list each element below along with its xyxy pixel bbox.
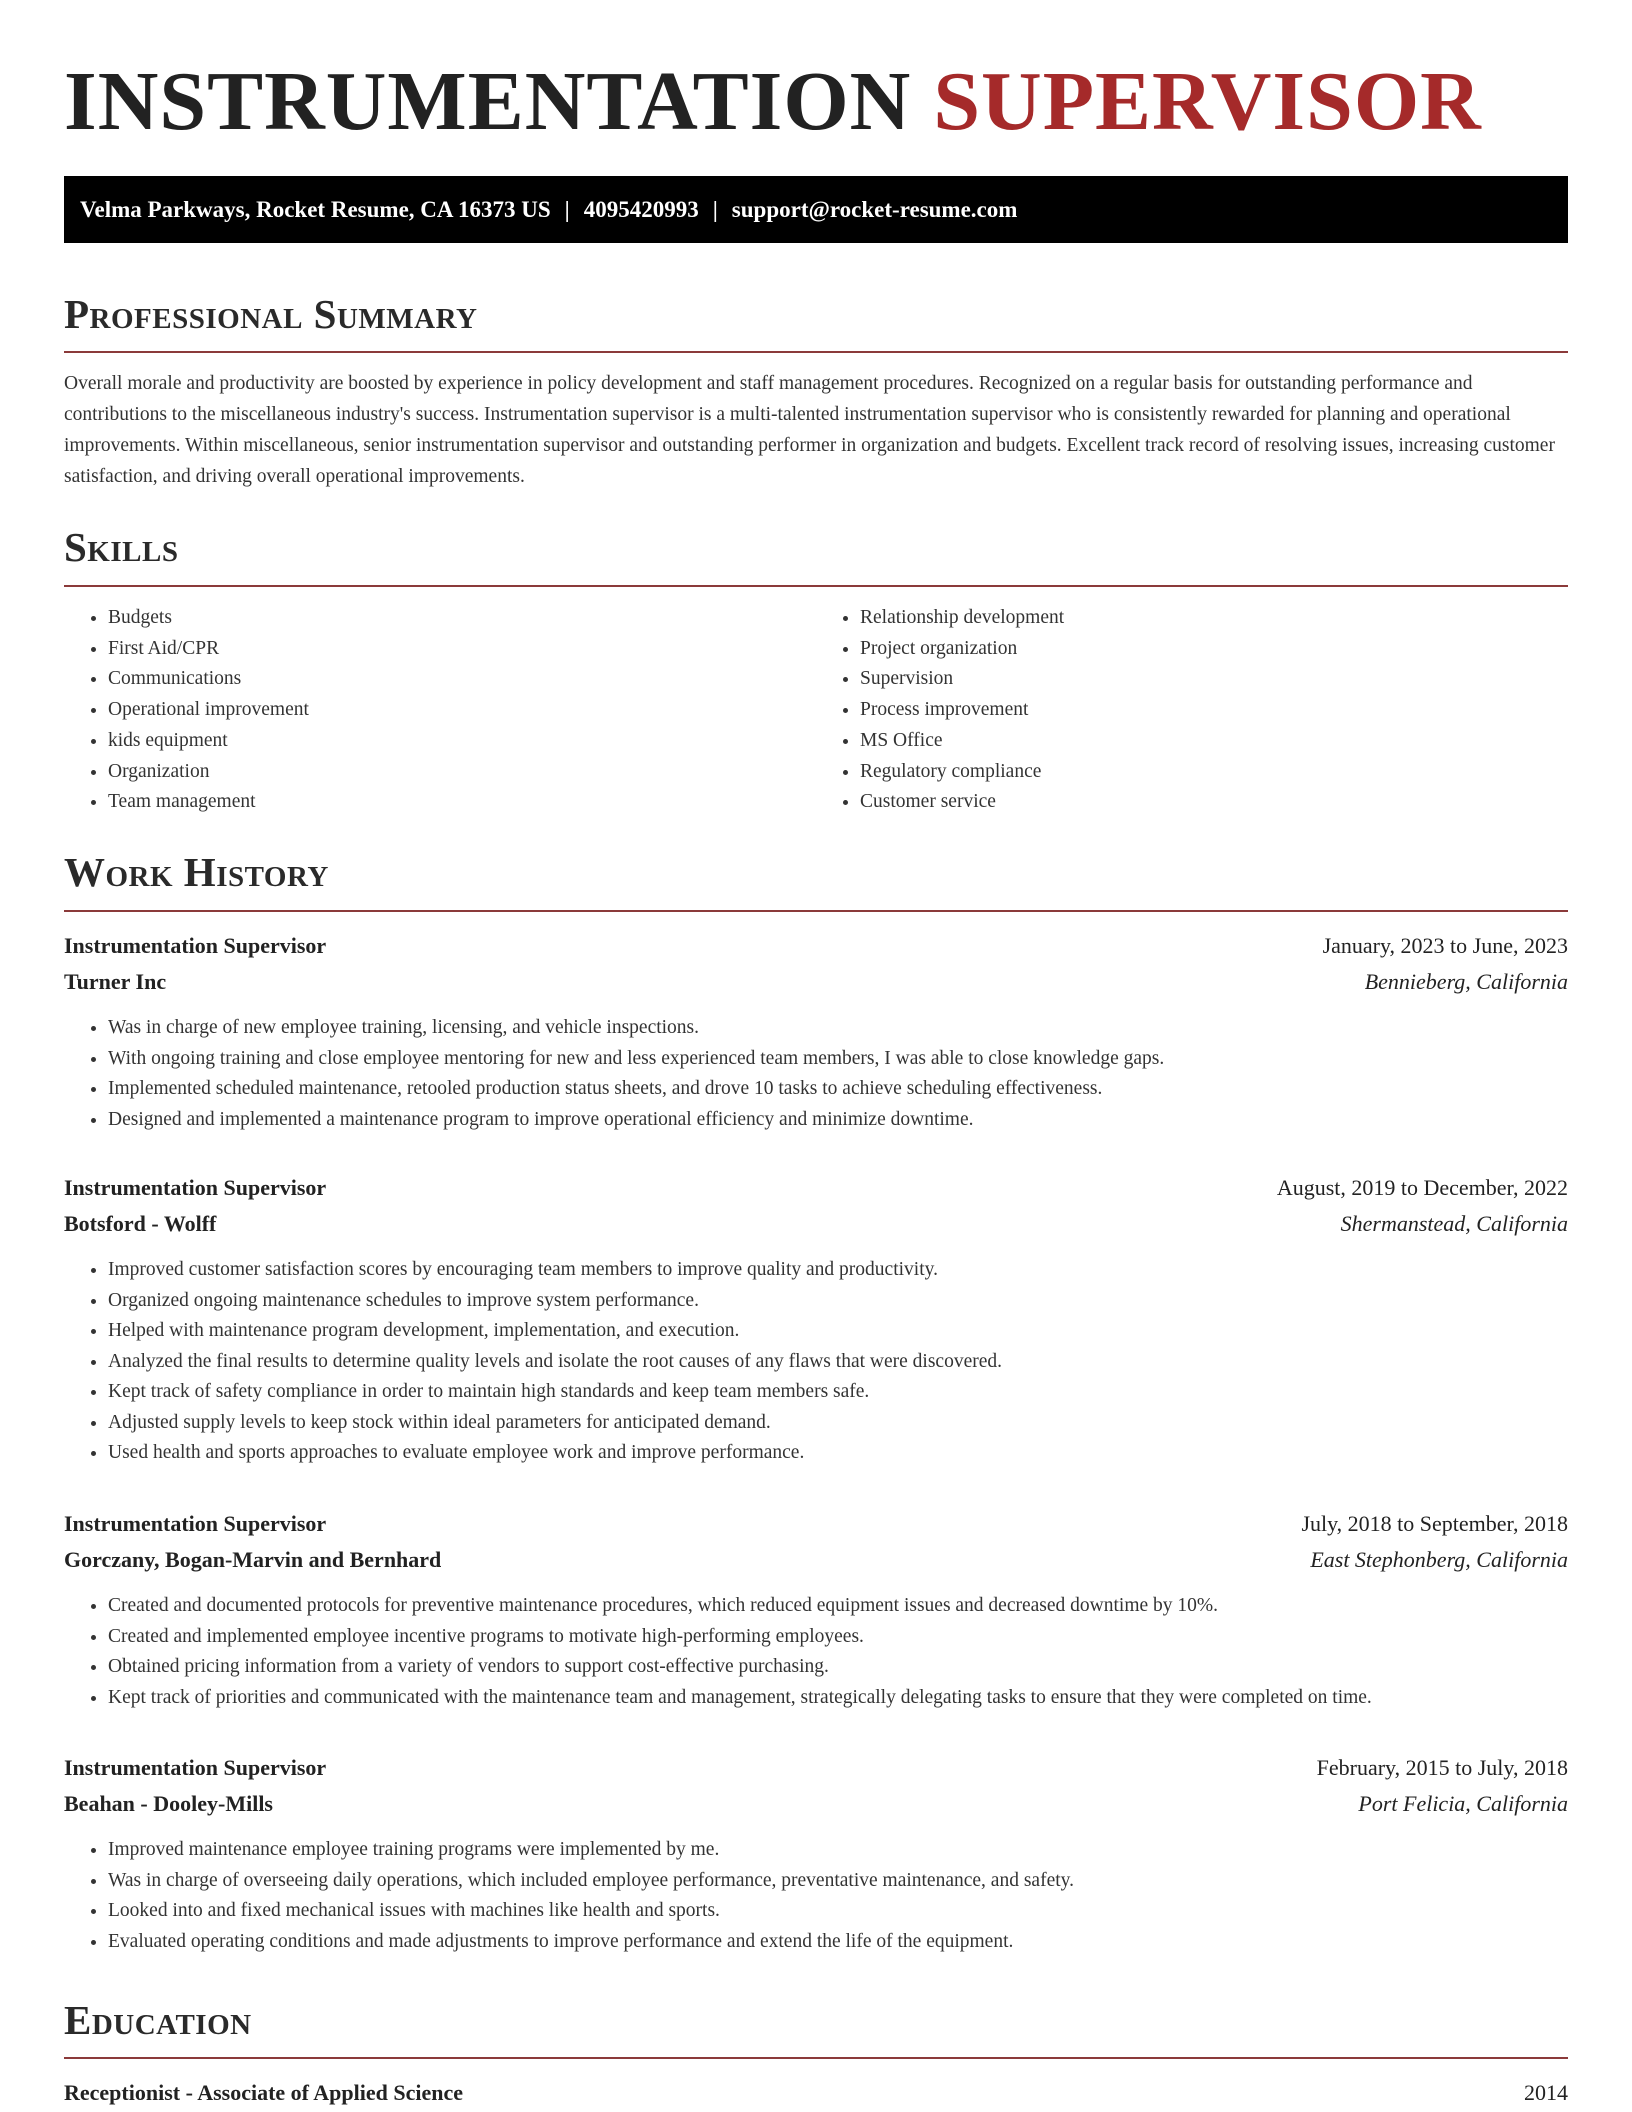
education-heading: Education bbox=[64, 1997, 252, 2043]
contact-separator: | bbox=[564, 197, 570, 222]
job-subheader-row bbox=[64, 1206, 1568, 1242]
resume-name bbox=[64, 52, 1482, 152]
job-bullet: • Kept track of safety compliance in order to maintain high standards and keep team members safe. bbox=[108, 1377, 1568, 1408]
summary-text: Overall morale and productivity are boosted by experience in policy development and staff management procedures. Recognized on a regular basis for outstanding performance and contributions to the miscellaneous industry's success. Instrumentation supervisor is a multi-talented instrumentation supervisor who is consistently rewarded for planning and operational improvements. Within miscellaneous, senior instrumentation supervisor and outstanding performer in organization and budgets. Excellent track record of resolving issues, increasing customer satisfaction, and driving overall operational improvements. bbox=[64, 373, 1555, 487]
skill-item: • Supervision bbox=[860, 664, 1568, 695]
job-entry bbox=[64, 1750, 1568, 1957]
skill-item: • kids equipment bbox=[108, 726, 816, 757]
job-bullets bbox=[64, 1591, 1568, 1713]
contact-bar bbox=[64, 176, 1568, 243]
job-entry bbox=[64, 928, 1568, 1135]
job-company: Beahan - Dooley-Mills bbox=[64, 1791, 273, 1816]
section-divider bbox=[64, 585, 1568, 587]
education-entry bbox=[64, 2075, 1568, 2111]
job-bullets bbox=[64, 1835, 1568, 1957]
skill-item: • Regulatory compliance bbox=[860, 757, 1568, 788]
skills-heading: Skills bbox=[64, 524, 179, 570]
job-bullet: • Was in charge of overseeing daily operations, which included employee performance, preventative maintenance, and safety. bbox=[108, 1866, 1568, 1897]
skills-list bbox=[64, 603, 1568, 818]
job-bullet: • Evaluated operating conditions and made adjustments to improve performance and extend the life of the equipment. bbox=[108, 1927, 1568, 1958]
job-bullet: • Was in charge of new employee training, licensing, and vehicle inspections. bbox=[108, 1013, 1568, 1044]
job-bullet: • Organized ongoing maintenance schedules to improve system performance. bbox=[108, 1286, 1568, 1317]
skill-item: • MS Office bbox=[860, 726, 1568, 757]
job-location: Shermanstead, California bbox=[1340, 1211, 1568, 1236]
job-dates: July, 2018 to September, 2018 bbox=[1301, 1511, 1568, 1536]
job-header-row bbox=[64, 928, 1568, 964]
job-bullet: • Obtained pricing information from a variety of vendors to support cost-effective purchasing. bbox=[108, 1652, 1568, 1683]
job-bullet: • Created and documented protocols for preventive maintenance procedures, which reduced equipment issues and decreased downtime by 10%. bbox=[108, 1591, 1568, 1622]
job-company: Botsford - Wolff bbox=[64, 1211, 217, 1236]
skill-item: • Team management bbox=[108, 787, 816, 818]
job-header-row bbox=[64, 1170, 1568, 1206]
skills-column-right bbox=[816, 603, 1568, 818]
job-bullet: • Improved maintenance employee training programs were implemented by me. bbox=[108, 1835, 1568, 1866]
job-bullet: • Implemented scheduled maintenance, retooled production status sheets, and drove 10 tasks to achieve scheduling effectiveness. bbox=[108, 1074, 1568, 1105]
section-divider bbox=[64, 910, 1568, 912]
skill-item: • Operational improvement bbox=[108, 695, 816, 726]
job-location: Port Felicia, California bbox=[1358, 1791, 1568, 1816]
job-bullet: • Looked into and fixed mechanical issues with machines like health and sports. bbox=[108, 1896, 1568, 1927]
skill-item: • Budgets bbox=[108, 603, 816, 634]
job-bullet: • With ongoing training and close employee mentoring for new and less experienced team members, I was able to close knowledge gaps. bbox=[108, 1044, 1568, 1075]
job-location: East Stephonberg, California bbox=[1310, 1547, 1568, 1572]
work-history-heading: Work History bbox=[64, 849, 329, 895]
job-entry bbox=[64, 1170, 1568, 1469]
skill-item: • Communications bbox=[108, 664, 816, 695]
contact-email: support@rocket-resume.com bbox=[731, 197, 1018, 222]
skill-item: • First Aid/CPR bbox=[108, 634, 816, 665]
skill-item: • Process improvement bbox=[860, 695, 1568, 726]
job-bullet: • Created and implemented employee incentive programs to motivate high-performing employees. bbox=[108, 1622, 1568, 1653]
job-bullet: • Kept track of priorities and communicated with the maintenance team and management, strategically delegating tasks to ensure that they were completed on time. bbox=[108, 1683, 1568, 1714]
job-subheader-row bbox=[64, 1542, 1568, 1578]
job-bullets bbox=[64, 1255, 1568, 1469]
job-bullet: • Used health and sports approaches to evaluate employee work and improve performance. bbox=[108, 1438, 1568, 1469]
education-row bbox=[64, 2075, 1568, 2111]
job-dates: January, 2023 to June, 2023 bbox=[1322, 933, 1568, 958]
job-company: Gorczany, Bogan-Marvin and Bernhard bbox=[64, 1547, 442, 1572]
job-bullets bbox=[64, 1013, 1568, 1135]
contact-phone: 4095420993 bbox=[583, 197, 699, 222]
summary-heading: Professional Summary bbox=[64, 291, 478, 337]
job-bullet: • Adjusted supply levels to keep stock within ideal parameters for anticipated demand. bbox=[108, 1408, 1568, 1439]
job-title: Instrumentation Supervisor bbox=[64, 1511, 327, 1536]
job-subheader-row bbox=[64, 1786, 1568, 1822]
job-company: Turner Inc bbox=[64, 969, 167, 994]
job-bullet: • Helped with maintenance program development, implementation, and execution. bbox=[108, 1316, 1568, 1347]
education-degree: Receptionist - Associate of Applied Science bbox=[64, 2080, 464, 2105]
name-first: INSTRUMENTATION bbox=[64, 55, 912, 148]
job-entry bbox=[64, 1506, 1568, 1713]
job-title: Instrumentation Supervisor bbox=[64, 1755, 327, 1780]
job-header-row bbox=[64, 1750, 1568, 1786]
skill-item: • Organization bbox=[108, 757, 816, 788]
job-title: Instrumentation Supervisor bbox=[64, 1175, 327, 1200]
section-divider bbox=[64, 351, 1568, 353]
job-location: Bennieberg, California bbox=[1364, 969, 1568, 994]
job-subheader-row bbox=[64, 964, 1568, 1000]
contact-separator: | bbox=[712, 197, 718, 222]
skill-item: • Customer service bbox=[860, 787, 1568, 818]
skills-column-left bbox=[64, 603, 816, 818]
job-dates: February, 2015 to July, 2018 bbox=[1316, 1755, 1568, 1780]
contact-address: Velma Parkways, Rocket Resume, CA 16373 US bbox=[80, 197, 551, 222]
job-bullet: • Improved customer satisfaction scores by encouraging team members to improve quality and productivity. bbox=[108, 1255, 1568, 1286]
job-dates: August, 2019 to December, 2022 bbox=[1276, 1175, 1568, 1200]
name-last: SUPERVISOR bbox=[933, 55, 1482, 148]
skill-item: • Project organization bbox=[860, 634, 1568, 665]
job-bullet: • Designed and implemented a maintenance program to improve operational efficiency and minimize downtime. bbox=[108, 1105, 1568, 1136]
skill-item: • Relationship development bbox=[860, 603, 1568, 634]
job-header-row bbox=[64, 1506, 1568, 1542]
education-year: 2014 bbox=[1524, 2080, 1568, 2105]
job-title: Instrumentation Supervisor bbox=[64, 933, 327, 958]
job-bullet: • Analyzed the final results to determine quality levels and isolate the root causes of any flaws that were discovered. bbox=[108, 1347, 1568, 1378]
section-divider bbox=[64, 2057, 1568, 2059]
